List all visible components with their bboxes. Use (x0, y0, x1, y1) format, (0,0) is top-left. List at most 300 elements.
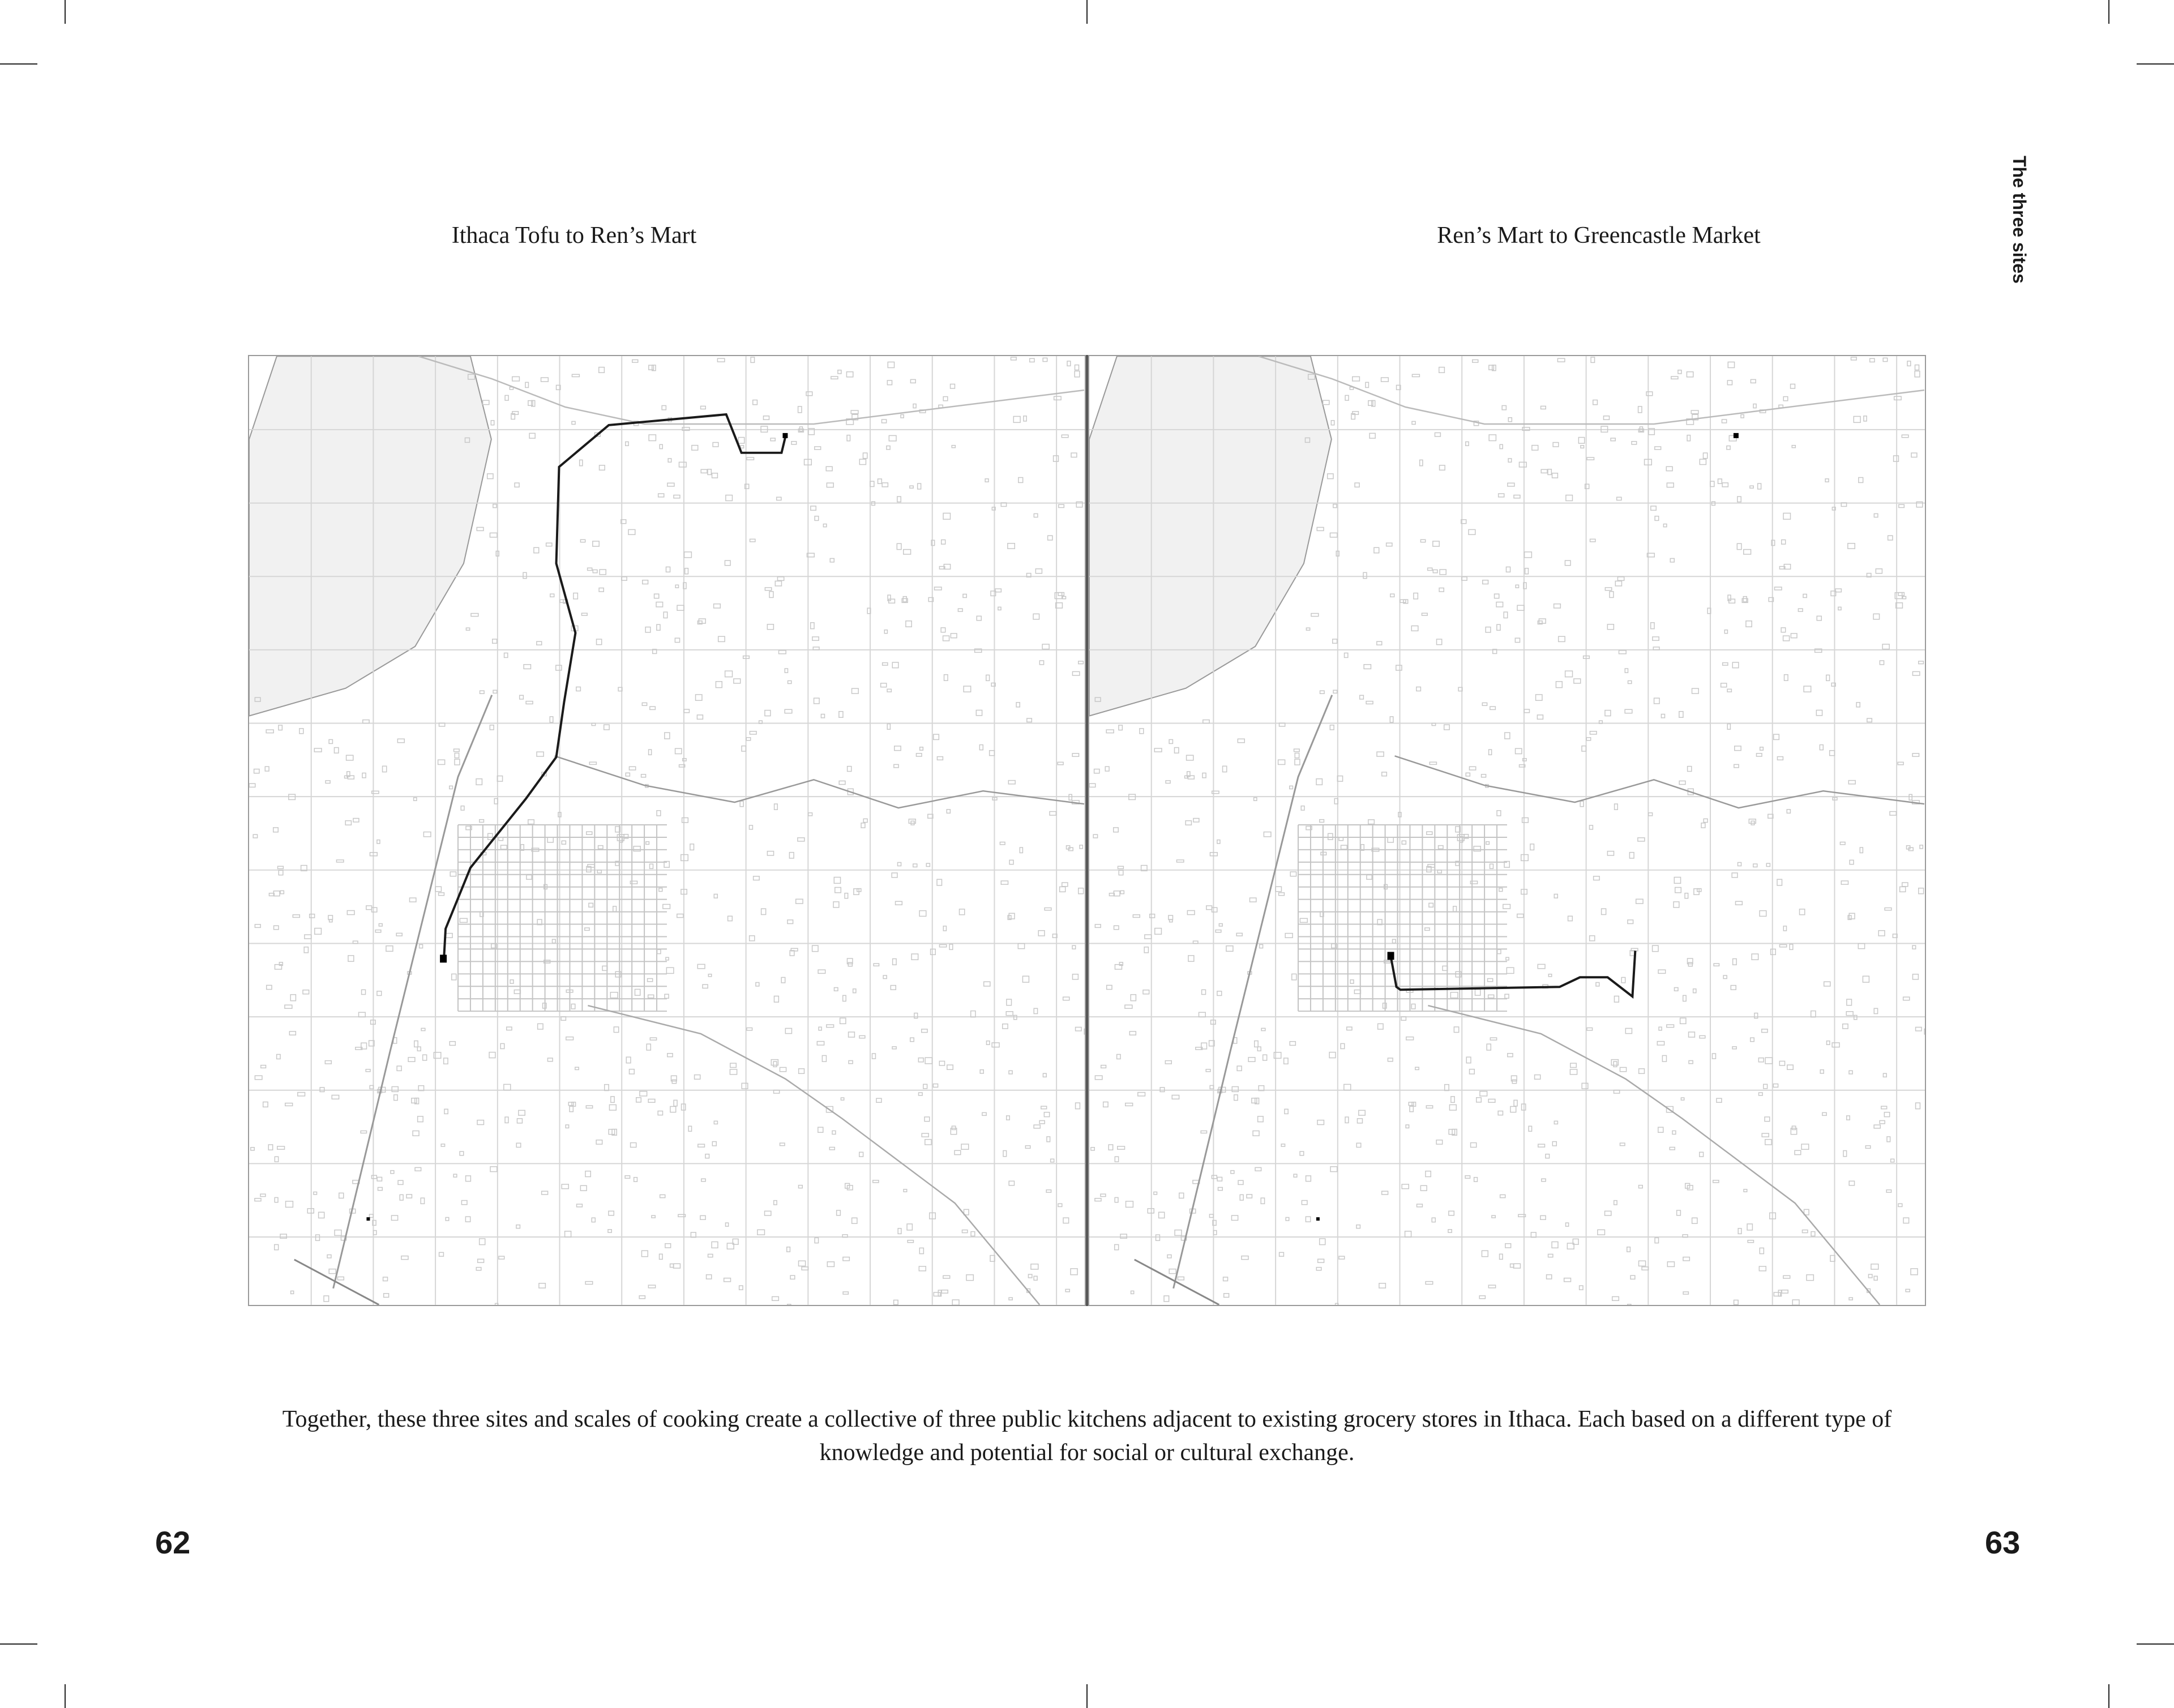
building (1156, 1235, 1160, 1240)
building (1079, 888, 1084, 894)
building (1188, 776, 1194, 779)
building (1333, 504, 1337, 508)
building (832, 1131, 836, 1134)
building (1738, 496, 1741, 502)
building (1535, 1075, 1540, 1080)
building (1883, 358, 1888, 361)
building (501, 845, 507, 849)
building (1884, 1112, 1889, 1117)
building (1679, 781, 1685, 784)
lake (1089, 356, 1332, 716)
building (1436, 1140, 1443, 1144)
building (923, 1084, 927, 1089)
building (640, 1091, 647, 1096)
building (1581, 446, 1584, 448)
building (1444, 725, 1449, 730)
building (1824, 982, 1830, 986)
building (1880, 661, 1884, 665)
building (667, 1054, 673, 1057)
building (1360, 695, 1364, 699)
building (1505, 1244, 1511, 1248)
building (913, 864, 917, 867)
building (922, 1029, 927, 1033)
building (592, 1218, 595, 1222)
building (1632, 442, 1637, 444)
building (1174, 747, 1178, 753)
building (353, 941, 358, 943)
building (767, 624, 773, 630)
building (992, 1043, 999, 1047)
building (396, 933, 402, 936)
building (823, 524, 827, 527)
building (571, 1004, 575, 1009)
building (324, 1296, 329, 1302)
building (1565, 1223, 1568, 1226)
building (843, 1292, 848, 1294)
building (1013, 416, 1020, 422)
building (346, 755, 353, 760)
building (572, 421, 575, 424)
building (716, 682, 722, 688)
building (939, 1061, 944, 1065)
building (435, 887, 441, 891)
building (483, 400, 489, 404)
building (660, 444, 662, 448)
building (1625, 1028, 1632, 1033)
building (1320, 820, 1324, 823)
building (658, 1111, 662, 1115)
building (1001, 881, 1008, 884)
building (846, 372, 853, 377)
building (1060, 887, 1065, 892)
building (477, 1120, 483, 1125)
building (1880, 1120, 1885, 1123)
building (1902, 435, 1908, 437)
building (675, 585, 678, 588)
building (677, 605, 684, 610)
building (299, 729, 303, 734)
building (1758, 1058, 1764, 1062)
building (918, 483, 921, 489)
building (1849, 1071, 1852, 1074)
building (1440, 570, 1446, 575)
building (255, 1076, 262, 1080)
building (1787, 1065, 1793, 1069)
building (280, 891, 284, 893)
building (1732, 873, 1738, 877)
building (1202, 773, 1206, 777)
building (539, 1283, 545, 1288)
building (894, 1300, 898, 1304)
building (1516, 748, 1522, 754)
building (908, 1240, 913, 1243)
building (714, 894, 717, 898)
building (279, 962, 283, 966)
building (1051, 1159, 1054, 1162)
building (812, 945, 818, 951)
building (1843, 1024, 1848, 1029)
building (1898, 1204, 1902, 1206)
building (887, 380, 892, 385)
building (1114, 828, 1119, 832)
railway (1174, 695, 1332, 1289)
building (1856, 703, 1860, 707)
building (1778, 1290, 1781, 1296)
building (646, 842, 649, 845)
building (398, 1180, 403, 1184)
building (1489, 750, 1492, 755)
building (1450, 992, 1458, 998)
building (353, 819, 359, 822)
building (1620, 1067, 1626, 1071)
building (1223, 766, 1227, 772)
building (1143, 990, 1149, 994)
building (1292, 974, 1296, 980)
building (251, 1148, 254, 1150)
building (887, 689, 891, 692)
building (609, 1211, 614, 1215)
building (1639, 1185, 1643, 1188)
building (1320, 1239, 1325, 1245)
building (1374, 547, 1379, 553)
building (1903, 596, 1906, 598)
building (1731, 986, 1736, 990)
building (667, 483, 674, 486)
building (1115, 1157, 1118, 1162)
building (542, 1191, 548, 1195)
building (788, 680, 791, 683)
building (1240, 1195, 1243, 1200)
building (1911, 453, 1917, 457)
building (1482, 774, 1486, 777)
building (657, 811, 661, 816)
building (1591, 357, 1594, 362)
building (1072, 974, 1078, 979)
building (1356, 1143, 1361, 1147)
building (698, 1144, 705, 1147)
building (1587, 1028, 1593, 1030)
building (1031, 1264, 1038, 1269)
building (1747, 1224, 1752, 1230)
building (673, 1264, 680, 1268)
building (717, 358, 724, 362)
building (1039, 1120, 1045, 1123)
building (1873, 614, 1879, 619)
building (1028, 1274, 1032, 1278)
building (895, 746, 901, 751)
building (1140, 729, 1144, 734)
building (1495, 594, 1499, 598)
building (1508, 459, 1512, 462)
building (672, 1080, 676, 1083)
building (665, 733, 670, 739)
building (1658, 970, 1666, 973)
building (566, 1037, 574, 1040)
basemap (249, 356, 1085, 1305)
building (1388, 837, 1393, 842)
building (1381, 378, 1389, 382)
building (1653, 945, 1658, 951)
building (815, 1238, 818, 1243)
building (918, 1058, 923, 1062)
building (1306, 1176, 1311, 1182)
building (813, 647, 819, 650)
building (452, 974, 456, 980)
building (859, 1035, 865, 1038)
building (600, 465, 605, 470)
building (681, 855, 688, 861)
building (841, 1098, 844, 1100)
building (811, 506, 816, 510)
building (314, 748, 322, 752)
building (406, 1195, 412, 1198)
building (1532, 446, 1538, 451)
building (1439, 588, 1444, 592)
creek (1428, 1005, 1880, 1305)
building (788, 1304, 791, 1305)
building (480, 1239, 485, 1245)
building (901, 414, 904, 418)
building (919, 1248, 923, 1253)
building (966, 1275, 973, 1281)
building (666, 957, 669, 960)
building (1615, 804, 1618, 810)
building (528, 820, 534, 824)
building (500, 1043, 504, 1048)
building (1095, 924, 1101, 927)
building (1155, 928, 1162, 935)
building (397, 1066, 401, 1071)
building (892, 662, 898, 668)
building (1464, 834, 1468, 838)
building (705, 1154, 709, 1158)
building (785, 709, 792, 713)
building (910, 1038, 914, 1042)
building (863, 453, 867, 459)
building (851, 410, 858, 414)
building (1735, 746, 1741, 751)
building (845, 893, 848, 898)
building (1295, 753, 1299, 757)
building (1425, 928, 1430, 930)
building (574, 593, 577, 599)
building (1420, 1185, 1427, 1191)
building (1007, 999, 1012, 1005)
site-marker (1734, 433, 1739, 438)
building (819, 1027, 821, 1030)
building (1672, 1131, 1676, 1134)
building (1878, 931, 1885, 936)
building (1657, 1042, 1664, 1045)
building (1226, 946, 1233, 952)
building (1658, 1127, 1663, 1132)
building (1284, 1058, 1288, 1064)
building (919, 911, 926, 917)
building (1850, 860, 1854, 864)
building (1316, 779, 1322, 785)
building (1670, 1147, 1675, 1149)
building (1412, 374, 1419, 376)
building (1285, 1109, 1288, 1114)
building (1105, 767, 1109, 771)
building (446, 1218, 449, 1221)
building (604, 725, 609, 730)
building (1692, 688, 1699, 694)
building (853, 989, 856, 993)
building (811, 623, 814, 629)
building (852, 688, 859, 694)
building (1223, 1277, 1228, 1281)
building (1636, 899, 1643, 904)
building (708, 469, 711, 475)
building (941, 628, 945, 632)
building (1890, 812, 1896, 816)
building (1514, 1100, 1517, 1106)
building (1712, 1054, 1715, 1059)
building (519, 1110, 525, 1115)
building (1471, 1143, 1477, 1148)
building (384, 1294, 389, 1298)
building (1281, 1144, 1285, 1146)
building (1741, 414, 1744, 418)
crop-mark (2108, 1684, 2109, 1708)
building (1775, 587, 1782, 590)
building (1410, 1106, 1413, 1112)
building (670, 1106, 676, 1112)
building (1638, 406, 1642, 413)
building (1773, 1084, 1778, 1088)
building (787, 1247, 790, 1252)
building (952, 446, 955, 448)
building (1849, 913, 1855, 919)
building (1753, 404, 1756, 408)
building (1627, 1247, 1630, 1252)
building (775, 581, 781, 586)
building (1804, 686, 1811, 692)
building (1072, 754, 1079, 756)
building (1330, 533, 1337, 537)
building (1236, 933, 1242, 936)
building (1131, 995, 1136, 1001)
building (1486, 627, 1491, 632)
building (1737, 543, 1741, 549)
building (1412, 421, 1415, 424)
building (1095, 1198, 1101, 1201)
building (1377, 752, 1384, 756)
building (774, 996, 778, 1002)
building (372, 907, 377, 912)
building (1129, 1031, 1136, 1035)
building (547, 837, 553, 842)
building (593, 541, 599, 546)
building (1018, 477, 1023, 482)
building (919, 1266, 926, 1271)
building (1101, 1194, 1106, 1196)
building (1649, 813, 1653, 816)
building (761, 909, 766, 914)
building (1043, 1073, 1046, 1077)
building (592, 723, 595, 725)
building (377, 840, 380, 844)
building (520, 695, 524, 699)
building (1255, 1041, 1258, 1047)
building (493, 690, 497, 693)
building (1598, 1230, 1605, 1235)
building (249, 784, 255, 787)
building (708, 1254, 713, 1257)
building (754, 876, 760, 880)
building (1062, 883, 1068, 887)
building (1206, 906, 1212, 910)
building (1165, 1061, 1171, 1064)
building (1426, 1171, 1431, 1177)
building (525, 382, 528, 387)
building (1318, 1259, 1324, 1262)
building (675, 748, 682, 754)
building (658, 494, 664, 497)
building (1477, 1098, 1482, 1102)
building (674, 495, 680, 498)
building (1835, 589, 1841, 592)
building (461, 1201, 467, 1205)
site-marker (1316, 1217, 1320, 1221)
building (516, 1143, 521, 1147)
building (450, 786, 453, 789)
building (290, 995, 296, 1001)
building (697, 964, 705, 969)
building (971, 1232, 975, 1236)
building (1034, 1276, 1037, 1280)
building (1432, 1218, 1435, 1222)
building (1449, 1211, 1454, 1215)
building (756, 982, 759, 986)
building (1723, 975, 1727, 979)
building (1133, 915, 1140, 918)
building (1465, 1176, 1470, 1179)
building (781, 977, 785, 982)
building (1849, 1181, 1854, 1185)
building (648, 1099, 655, 1103)
building (274, 926, 279, 930)
building (1188, 956, 1194, 961)
building (1820, 745, 1823, 750)
building (335, 1230, 341, 1236)
building (626, 442, 628, 446)
building (1366, 382, 1368, 387)
building (1242, 1256, 1248, 1260)
building (639, 1296, 645, 1299)
building (1405, 1231, 1411, 1237)
building (947, 1065, 953, 1069)
building (898, 1228, 901, 1234)
building (873, 1180, 879, 1183)
building (759, 721, 763, 724)
building (1537, 715, 1543, 719)
building (466, 1176, 471, 1182)
building (303, 990, 309, 994)
building (1760, 911, 1766, 917)
building (1238, 1180, 1243, 1184)
building (1290, 872, 1296, 876)
building (1777, 757, 1783, 760)
building (780, 1067, 786, 1071)
building (1107, 985, 1112, 989)
building (1589, 825, 1593, 829)
building (1475, 989, 1480, 995)
crop-mark (65, 0, 66, 24)
building (275, 1197, 278, 1202)
building (712, 473, 718, 478)
